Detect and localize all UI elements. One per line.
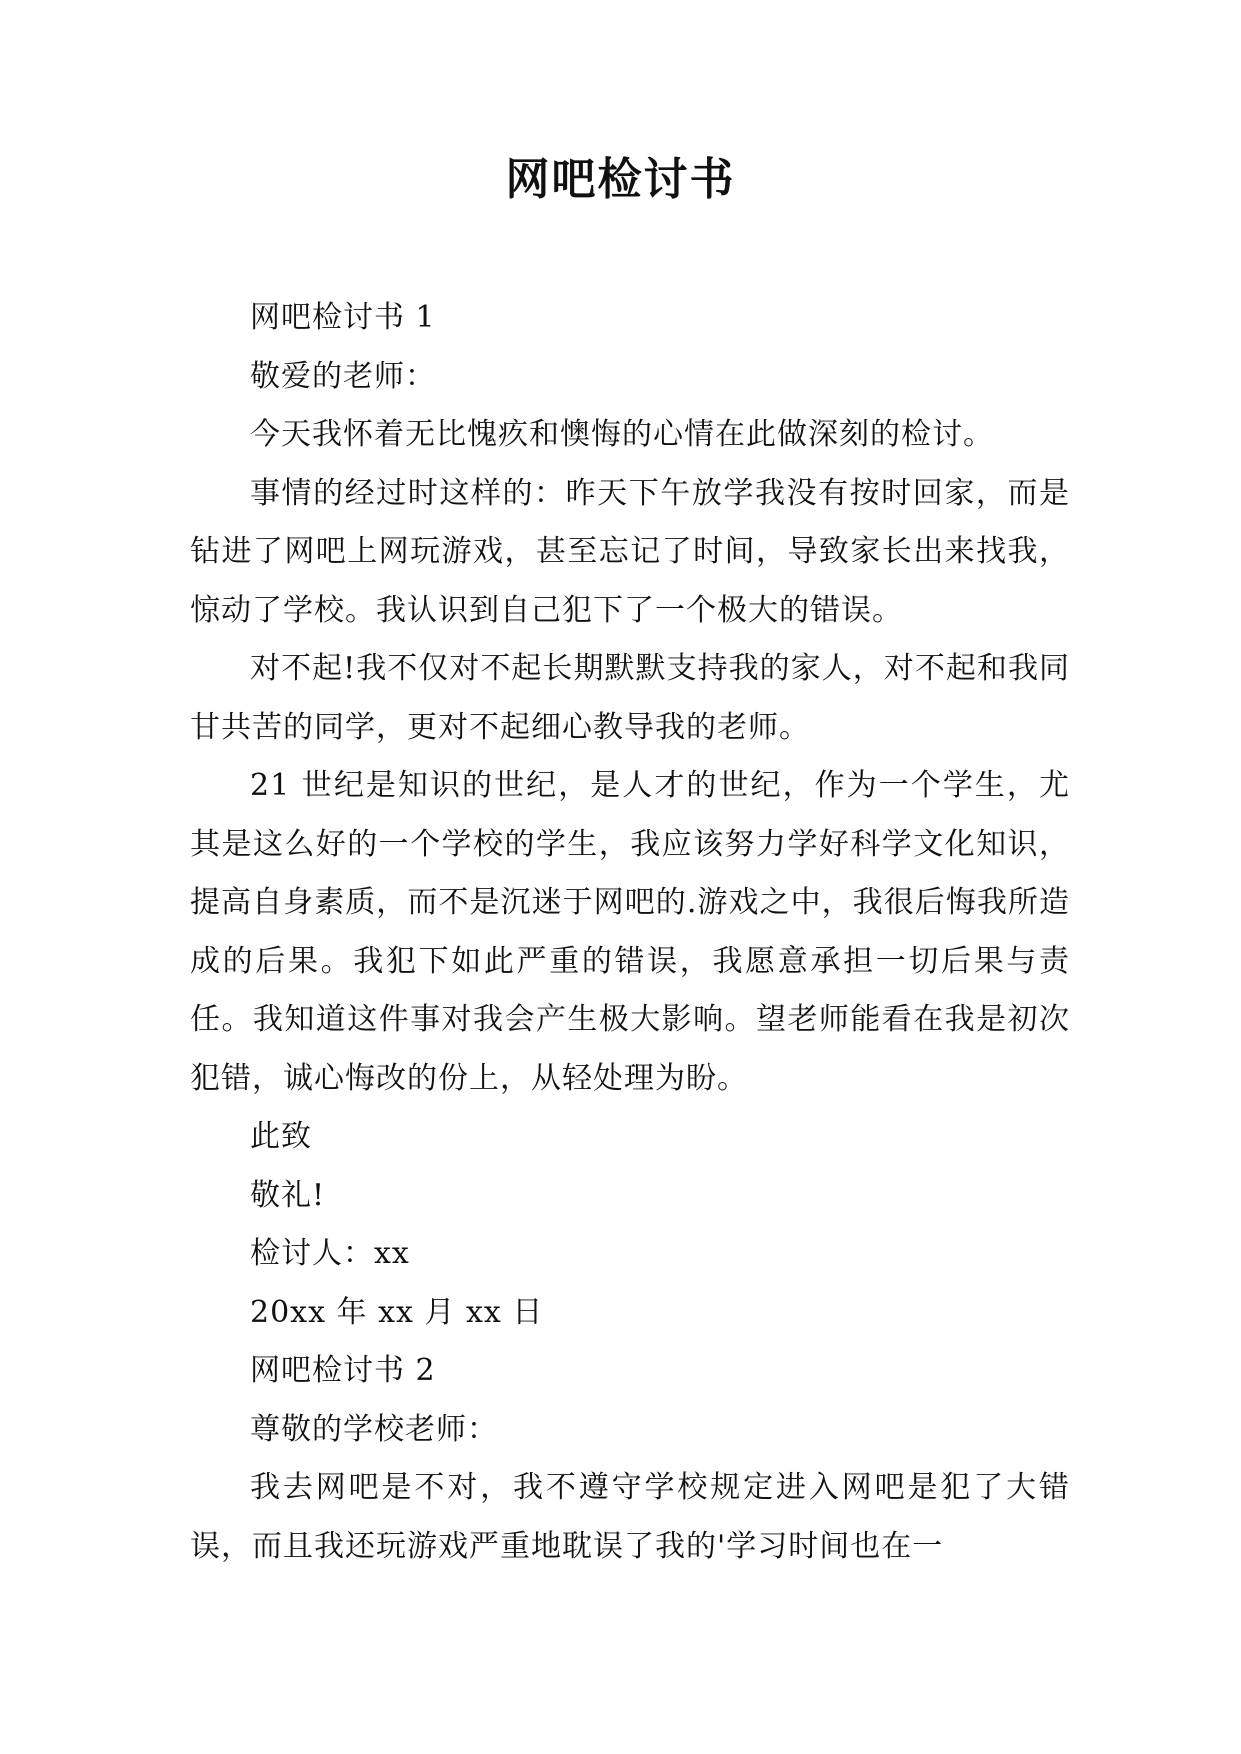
paragraph: 对不起!我不仅对不起长期默默支持我的家人，对不起和我同甘共苦的同学，更对不起细心教导我的老师。 xyxy=(190,651,1070,745)
document-body xyxy=(190,289,1070,1576)
paragraph: 21 世纪是知识的世纪，是人才的世纪，作为一个学生，尤其是这么好的一个学校的学生，我应该努力学好科学文化知识，提高自身素质，而不是沉迷于网吧的.游戏之中，我很后悔我所造成的后果。我犯下如此严重的错误，我愿意承担一切后果与责任。我知道这件事对我会产生极大影响。望老师能看在我是初次犯错，诚心悔改的份上，从轻处理为盼。 xyxy=(190,768,1070,1096)
salutation-1: 敬爱的老师： xyxy=(250,358,436,394)
closing-phrase: 此致 xyxy=(250,1119,312,1154)
section-heading-1: 网吧检讨书 1 xyxy=(250,300,436,335)
document-title: 网吧检讨书 xyxy=(505,154,736,205)
closing-salute: 敬礼! xyxy=(250,1177,326,1213)
paragraph: 我去网吧是不对，我不遵守学校规定进入网吧是犯了大错误，而且我还玩游戏严重地耽误了我的'学习时间也在一 xyxy=(190,1470,1070,1564)
section-heading-2: 网吧检讨书 2 xyxy=(250,1353,436,1388)
paragraph: 事情的经过时这样的：昨天下午放学我没有按时回家，而是钻进了网吧上网玩游戏，甚至忘记了时间，导致家长出来找我，惊动了学校。我认识到自己犯下了一个极大的错误。 xyxy=(190,475,1070,628)
paragraph: 今天我怀着无比愧疚和懊悔的心情在此做深刻的检讨。 xyxy=(250,417,994,452)
salutation-2: 尊敬的学校老师： xyxy=(250,1411,498,1447)
date-line: 20xx 年 xx 月 xx 日 xyxy=(250,1294,544,1330)
signature-line: 检讨人：xx xyxy=(250,1236,410,1271)
